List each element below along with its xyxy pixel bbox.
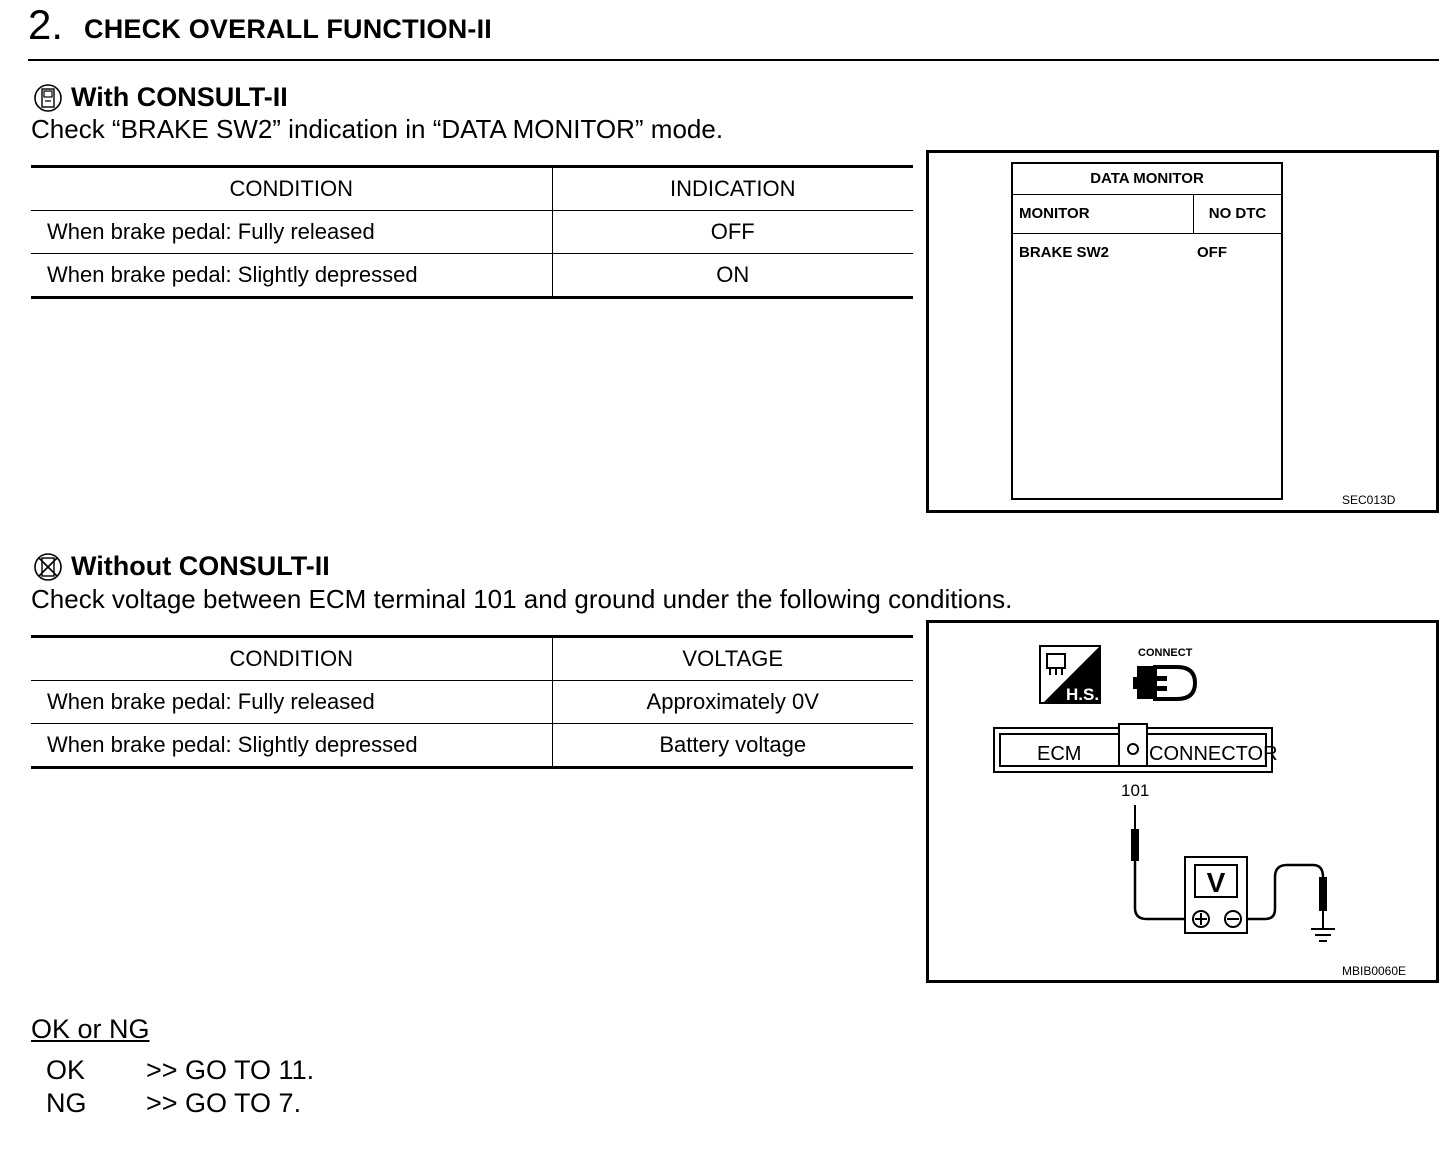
result-ng-action: >> GO TO 7. [146,1088,302,1118]
connect-icon [1133,647,1195,699]
step-number: 2. [28,1,64,48]
without-consult-description: Check voltage between ECM terminal 101 and ground under the following conditions. [31,584,1013,614]
column-header: VOLTAGE [552,637,913,681]
no-consult-icon [33,552,63,582]
data-monitor-figure [926,150,1439,513]
condition-cell: When brake pedal: Slightly depressed [31,254,552,298]
voltage-cell: Approximately 0V [552,681,913,724]
with-consult-description: Check “BRAKE SW2” indication in “DATA MONITOR” mode. [31,114,724,144]
monitor-item-value: OFF [1197,244,1227,261]
connector-label: CONNECTOR [1149,743,1278,765]
table-header-row [31,637,913,681]
wiring-diagram [929,623,1436,980]
step-divider [28,59,1439,61]
consult-icon [33,83,63,113]
dtc-status-label: NO DTC [1208,205,1267,222]
hs-label: H.S. [1066,685,1100,704]
terminal-label: 101 [1121,781,1150,800]
harness-side-icon [1040,646,1100,704]
without-consult-heading [33,551,330,582]
voltmeter-icon [1185,857,1247,933]
data-monitor-title: DATA MONITOR [1013,164,1281,195]
condition-cell: When brake pedal: Slightly depressed [31,724,552,768]
figure-code: MBIB0060E [1342,964,1407,978]
column-header: INDICATION [552,167,913,211]
voltage-table [31,635,913,769]
monitor-column-label: MONITOR [1013,195,1194,233]
table-row [31,211,913,254]
data-monitor-screen [1011,162,1283,500]
result-ok-action: >> GO TO 11. [146,1055,315,1085]
connect-label: CONNECT [1138,647,1193,659]
ecm-label: ECM [1037,743,1082,765]
table-row [31,724,913,768]
figure-code: SEC013D [1342,493,1396,507]
with-consult-label: With CONSULT-II [71,82,288,112]
with-consult-heading [33,82,288,113]
meter-label: V [1206,867,1226,898]
condition-cell: When brake pedal: Fully released [31,681,552,724]
without-consult-label: Without CONSULT-II [71,551,330,581]
step-title: CHECK OVERALL FUNCTION-II [84,14,492,44]
column-header: CONDITION [31,637,552,681]
result-ng-label: NG [46,1088,87,1118]
result-title: OK or NG [31,1014,150,1044]
monitor-item-label: BRAKE SW2 [1019,244,1110,261]
table-header-row [31,167,913,211]
ecm-connector [994,724,1278,772]
condition-cell: When brake pedal: Fully released [31,211,552,254]
voltage-cell: Battery voltage [552,724,913,768]
indication-cell: ON [552,254,913,298]
indication-table [31,165,913,299]
table-row [31,254,913,298]
column-header: CONDITION [31,167,552,211]
voltage-check-figure [926,620,1439,983]
table-row [31,681,913,724]
ground-icon [1311,929,1335,941]
indication-cell: OFF [552,211,913,254]
result-ok-label: OK [46,1055,86,1085]
